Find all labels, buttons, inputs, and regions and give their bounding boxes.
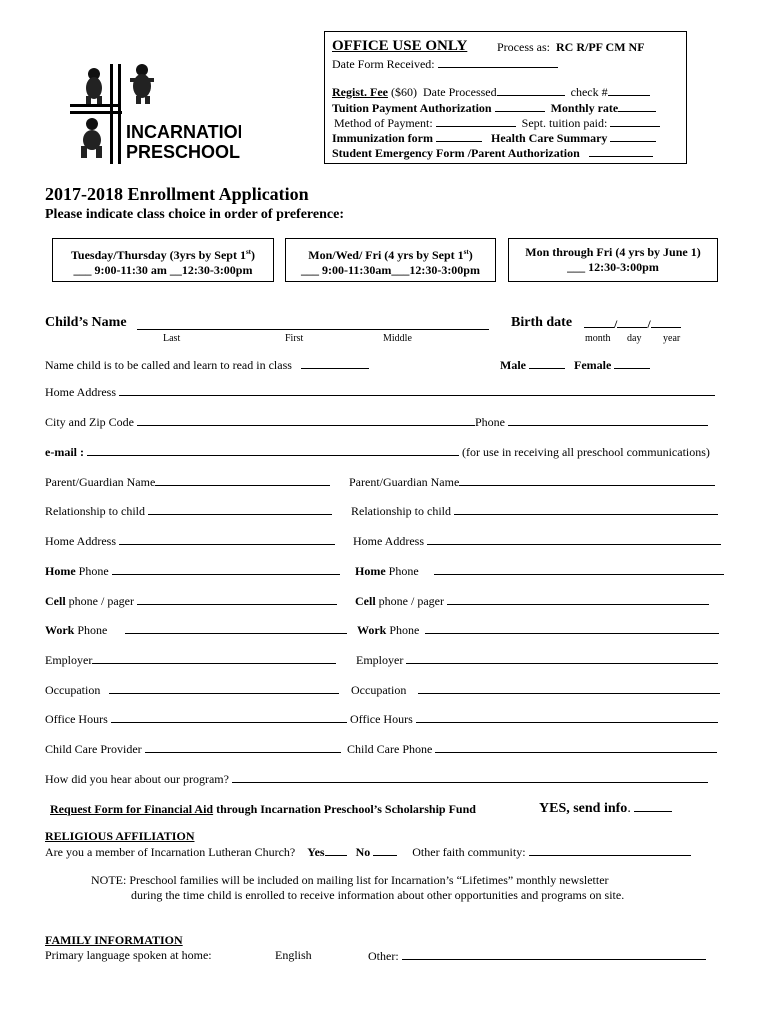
emergency-form-row: Student Emergency Form /Parent Authorization <box>332 145 653 161</box>
middle-name-hint: Middle <box>383 333 412 344</box>
parent-row[interactable]: Employer <box>45 652 336 668</box>
english-option[interactable]: English <box>275 948 312 962</box>
parent-row[interactable]: Occupation <box>351 682 720 698</box>
class-choice-mon-fri[interactable]: Mon through Fri (4 yrs by June 1) ___ 12:30-3:00pm <box>508 238 718 282</box>
parent-row[interactable]: Relationship to child <box>351 503 718 519</box>
date-received-label: Date Form Received: <box>332 56 558 72</box>
newsletter-note-line2: during the time child is enrolled to receive information about other opportunities and programs on site. <box>131 888 625 902</box>
newsletter-note-line1: NOTE: Preschool families will be included on mailing list for Incarnation’s “Lifetimes” monthly newsletter <box>91 873 609 887</box>
parent-row[interactable]: Cell phone / pager <box>355 593 709 609</box>
page-subtitle: Please indicate class choice in order of preference: <box>45 207 344 222</box>
child-name-label: Child’s Name <box>45 315 127 330</box>
page-title: 2017-2018 Enrollment Application <box>45 184 309 204</box>
parent-row[interactable]: Relationship to child <box>45 503 332 519</box>
birth-date-label: Birth date <box>511 315 573 330</box>
parent-row[interactable]: Work Phone <box>45 622 347 638</box>
last-name-hint: Last <box>163 333 181 344</box>
gender-row[interactable]: Male Female <box>500 357 650 373</box>
send-info-row[interactable]: YES, send info. <box>539 800 672 817</box>
child-name-field[interactable] <box>137 316 489 334</box>
parent-row[interactable]: Child Care Provider <box>45 741 341 757</box>
called-name-row[interactable]: Name child is to be called and learn to read in class <box>45 357 369 373</box>
religious-affiliation-title: RELIGIOUS AFFILIATION <box>45 829 195 843</box>
parent-row[interactable]: Office Hours <box>350 711 718 727</box>
birth-date-field[interactable]: / / <box>584 316 681 332</box>
method-payment-row: Method of Payment: Sept. tuition paid: <box>334 115 660 131</box>
email-row[interactable]: e-mail : (for use in receiving all preschool communications) <box>45 445 710 459</box>
parent-row[interactable]: Child Care Phone <box>347 741 717 757</box>
regist-fee-row: Regist. Fee ($60) Date Processed check # <box>332 84 650 100</box>
parent-row[interactable]: Parent/Guardian Name <box>349 474 715 490</box>
month-hint: month <box>585 333 611 344</box>
tuition-auth-row: Tuition Payment Authorization Monthly rate <box>332 100 656 116</box>
parent-row[interactable]: Work Phone <box>357 622 719 638</box>
primary-language-label: Primary language spoken at home: <box>45 948 212 962</box>
parent-row[interactable]: Home Address <box>353 533 721 549</box>
church-member-row[interactable]: Are you a member of Incarnation Lutheran Church? Yes No Other faith community: <box>45 844 691 860</box>
financial-aid-row[interactable]: Request Form for Financial Aid through Incarnation Preschool’s Scholarship Fund <box>50 802 476 816</box>
logo-text-line2: PRESCHOOL <box>126 142 241 162</box>
process-as-label: Process as: RC R/PF CM NF <box>497 40 645 54</box>
parent-row[interactable]: Home Address <box>45 533 335 549</box>
other-language-row[interactable]: Other: <box>368 948 706 964</box>
parent-row[interactable]: Office Hours <box>45 711 347 727</box>
parent-row[interactable]: Parent/Guardian Name <box>45 474 330 490</box>
day-hint: day <box>627 333 642 344</box>
logo-text-line1: INCARNATION <box>126 122 241 142</box>
year-hint: year <box>663 333 681 344</box>
parent-row[interactable]: Cell phone / pager <box>45 593 337 609</box>
class-choice-mon-wed-fri[interactable]: Mon/Wed/ Fri (4 yrs by Sept 1st) ___ 9:00-11:30am___12:30-3:00pm <box>285 238 496 282</box>
first-name-hint: First <box>285 333 304 344</box>
family-information-title: FAMILY INFORMATION <box>45 933 183 947</box>
class-choice-tue-thu[interactable]: Tuesday/Thursday (3yrs by Sept 1st) ___ 9:00-11:30 am __12:30-3:00pm <box>52 238 274 282</box>
city-zip-row[interactable]: City and Zip Code Phone <box>45 414 708 430</box>
parent-row[interactable]: Home Phone <box>45 563 340 579</box>
parent-row[interactable]: Employer <box>356 652 718 668</box>
parent-row[interactable]: Occupation <box>45 682 339 698</box>
immunization-row: Immunization form Health Care Summary <box>332 130 656 146</box>
parent-row[interactable]: Home Phone <box>355 563 724 579</box>
hear-about-row[interactable]: How did you hear about our program? <box>45 771 708 787</box>
office-use-title: OFFICE USE ONLY <box>332 38 468 54</box>
home-address-row[interactable]: Home Address <box>45 384 715 400</box>
school-logo <box>66 58 241 168</box>
